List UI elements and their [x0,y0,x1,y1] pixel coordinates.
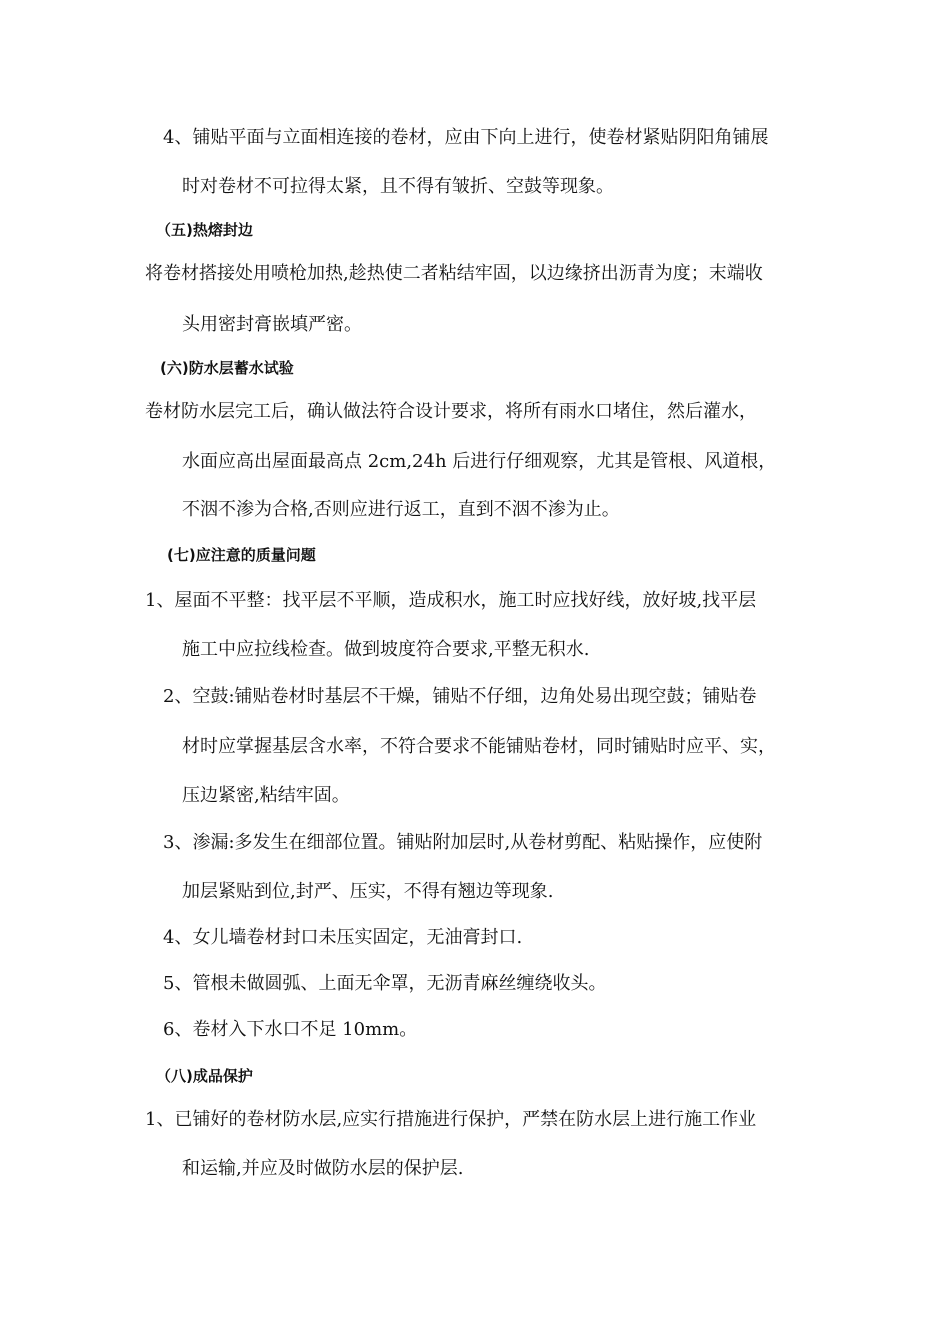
section-7-item-2-line-2: 材时应掌握基层含水率，不符合要求不能铺贴卷材，同时铺贴时应平、实， [182,736,776,757]
section-6-line-1: 卷材防水层完工后，确认做法符合设计要求，将所有雨水口堵住，然后灌水， [145,401,757,422]
section-7-item-6: 6、卷材入下水口不足 10mm。 [163,1019,418,1040]
section-7-heading: (七)应注意的质量问题 [167,546,316,564]
section-5-heading: （五)热熔封边 [156,221,253,239]
section-8-item-1-line-1: 1、已铺好的卷材防水层,应实行措施进行保护，严禁在防水层上进行施工作业 [145,1109,757,1130]
section-7-item-1-line-1: 1、屋面不平整：找平层不平顺，造成积水，施工时应找好线，放好坡,找平层 [145,590,757,611]
section-7-item-2-line-1: 2、空鼓:铺贴卷材时基层不干燥，铺贴不仔细，边角处易出现空鼓；铺贴卷 [163,686,757,707]
section-5-line-1: 将卷材搭接处用喷枪加热,趁热使二者粘结牢固，以边缘挤出沥青为度；末端收 [145,263,763,284]
item-4-line-2: 时对卷材不可拉得太紧，且不得有皱折、空鼓等现象。 [182,176,614,197]
section-7-item-3-line-1: 3、渗漏:多发生在细部位置。铺贴附加层时,从卷材剪配、粘贴操作，应使附 [163,832,763,853]
section-7-item-2-line-3: 压边紧密,粘结牢固。 [182,785,350,806]
section-7-item-5: 5、管根未做圆弧、上面无伞罩，无沥青麻丝缠绕收头。 [163,973,607,994]
section-5-line-2: 头用密封膏嵌填严密。 [182,314,362,335]
section-8-item-1-line-2: 和运输,并应及时做防水层的保护层. [182,1158,464,1179]
section-8-heading: （八)成品保护 [156,1067,253,1085]
section-6-line-2: 水面应高出屋面最高点 2cm,24h 后进行仔细观察，尤其是管根、风道根， [182,451,777,472]
section-6-line-3: 不洇不渗为合格,否则应进行返工，直到不洇不渗为止。 [182,499,620,520]
section-7-item-4: 4、女儿墙卷材封口未压实固定，无油膏封口. [163,927,523,948]
section-7-item-1-line-2: 施工中应拉线检查。做到坡度符合要求,平整无积水. [182,639,590,660]
item-4-line-1: 4、铺贴平面与立面相连接的卷材，应由下向上进行，使卷材紧贴阴阳角铺展 [163,127,769,148]
section-6-heading: (六)防水层蓄水试验 [160,359,294,377]
section-7-item-3-line-2: 加层紧贴到位,封严、压实，不得有翘边等现象. [182,881,554,902]
